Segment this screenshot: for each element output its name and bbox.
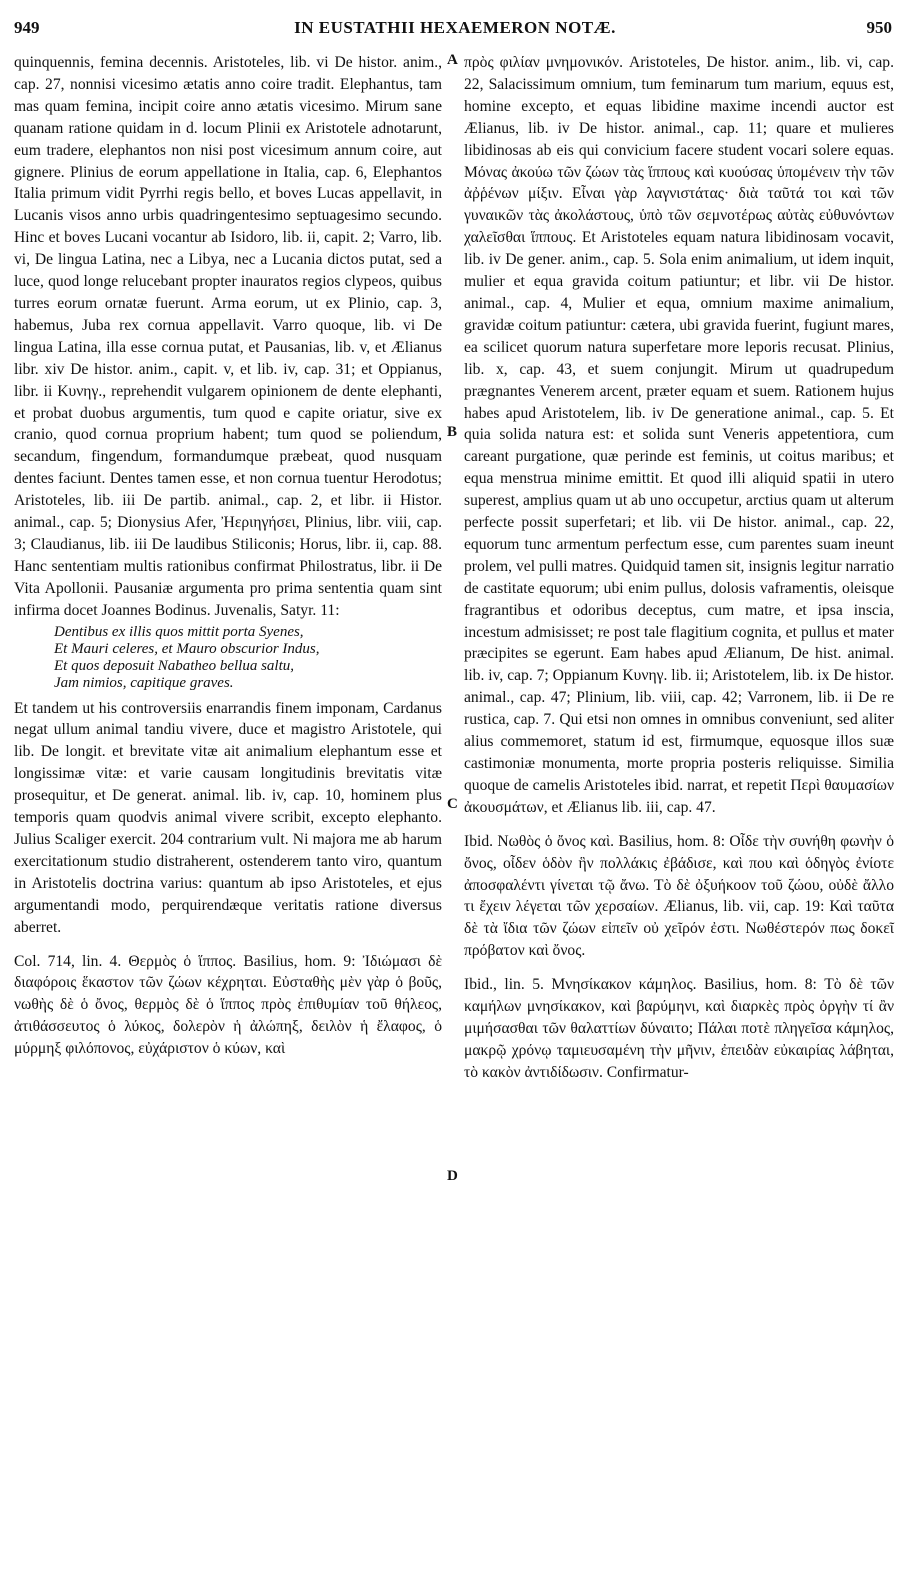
right-column <box>464 52 894 1084</box>
left-paragraph-2: Et tandem ut his controversiis enarrandis finem imponam, Cardanus negat ullum animal tandiu vivere, duce et magistro Aristotele, qui lib. De longit. et brevitate vitæ ait animalium elephantum esse et longissimæ vitæ: et varie causam longitudinis brevitatis vitæ prosequitur, et De generat. animal. lib. iv, cap. 10, hominem plus temporis quam quodvis animal vivere scribit, excepto elephanto. Julius Scaliger exercit. 204 contrarium vult. Ni majora me ab harum exercitationum studio distraherent, ostenderem tanto viro, quantum in Aristotelis doctrina varius: quantum ab ipso Aristoteles, et ejus argumentandi modo, perquirendæque veritatis ratione diversus aberret. <box>14 699 442 936</box>
page-number-left: 949 <box>14 18 40 37</box>
page-header <box>0 0 910 48</box>
section-marker-a: A <box>447 52 458 68</box>
verse-line: Et Mauri celeres, et Mauro obscurior Indus, <box>54 640 320 657</box>
left-paragraph-3: Col. 714, lin. 4. Θερμὸς ὁ ἵππος. Basilius, hom. 9: Ἰδιώμασι δὲ διαφόροις ἕκαστον τῶν ζώων κέχρηται. Εὐσταθὴς μὲν γὰρ ὁ βοῦς, νωθὴς δὲ ὁ ὄνος, θερμὸς δὲ ὁ ἵππος πρὸς ἐπιθυμίαν τοῦ θήλεος, ἀτιθάσσευτος ὁ λύκος, δολερὸν ἡ ἀλώπηξ, δειλὸν ἡ ἔλαφος, ὁ μύρμηξ φιλόπονος, εὐχάριστον ὁ κύων, καὶ <box>14 952 442 1058</box>
verse-line: Jam nimios, capitique graves. <box>54 674 234 691</box>
right-paragraph-1: πρὸς φιλίαν μνημονικόν. Aristoteles, De histor. anim., lib. vi, cap. 22, Salacissimum omnium, tum feminarum tum marium, equus est, homine excepto, et equas libidine maxime incendi auctor est Ælianus, lib. iv De histor. animal., cap. 11; quare et mulieres libidinosas ab eis qui convicium facere student vocari solere equas. Μόνας ἀκούω τῶν ζώων τὰς ἵππους καὶ κυούσας ὑπομένειν τὴν τῶν ἀῤῥένων μίξιν. Εἶναι γὰρ λαγνιστάτας· διὰ ταῦτά τοι καὶ τῶν γυναικῶν τὰς ἀκολάστους, ὑπὸ τῶν σεμνοτέρως αὐτὰς εὐθυνόντων χαλεῖσθαι ἵππους. Et Aristoteles equam natura libidinosam vocavit, lib. iv De gener. anim., cap. 5. Sola enim animalium, ut idem inquit, mulier et equa gravida coitum patiuntur; et libr. vii De histor. animal., cap. 4, Mulier et equa, omnium maxime animalium, gravidæ coitum patiuntur: cætera, ubi gravida fuerint, fugiunt mares, ea scilicet quorum natura superfetare more leporis recusat. Plinius, lib. x, cap. 43, et suem conjungit. Mirum ut quadrupedum prægnantes Venerem arcent, præter equam et suem. Rationem hujus habes apud Aristotelem, lib. iv De generatione animal., cap. 5. Et quia solida natura est: et solida sunt Veneris appetentiora, cum careant purgatione, quæ perinde est feminis, ut coitus maribus; et equa menstrua minime emittit. Et quod illi aliquid spatii in utero superest, amplius quam ut ab uno occupetur, arctius quam ut alterum perfecte possit superfetari; et lib. vii De histor. animal., cap. 22, equorum tunc armentum perfectum esse, cum parentes suam ineunt prolem, vel pulli matres. Quidquid tamen sit, insignis legitur narratio de castitate equorum; ubi enim pullus, dolosis vaframentis, oleisque fragrantibus et odoribus deceptus, cum matre, et ipsa inscia, incestum admisisset; re post tale flagitium cognita, et pullus et mater præcipites se egerunt. Eam habes apud Ælianum, De hist. animal. lib. iv, cap. 7; Oppianum Κυνηγ. lib. ii; Aristotelem, lib. ix De histor. animal., cap. 47; Plinium, lib. viii, cap. 42; Varronem, lib. ii De re rustica, cap. 7. Qui etsi non omnes in omnibus conveniunt, sed aliter alius commemoret, statum id est, firmumque, equosque illos suæ castimoniæ monumenta, morte propria posteris reliquisse. Similia quoque de camelis Aristoteles ibid. narrat, et repetit Περὶ θαυμασίων ἀκουσμάτων, et Ælianus lib. iii, cap. 47. <box>464 54 894 816</box>
running-title: IN EUSTATHII HEXAEMERON NOTÆ. <box>294 18 616 37</box>
page-number-right: 950 <box>866 18 892 37</box>
section-marker-d: D <box>447 1168 458 1184</box>
left-paragraph-1: quinquennis, femina decennis. Aristoteles, lib. vi De histor. anim., cap. 27, nonnisi vicesimo ætatis anno coire tradit. Elephantus, tam mas quam femina, incipit coire anno ætatis vicesimo. Mirum sane quanam ratione quidam in d. locum Plinii ex Aristotele adnotarunt, eum tradere, elephantos non nisi post vicesimum annum coire, aut gignere. Plinius de eorum appellatione in Italia, cap. 6, Elephantos Italia primum vidit Pyrrhi regis bello, et boves Lucas appellavit, in Lucanis visos anno urbis quadringentesimo septuagesimo secundo. Hinc et boves Lucani vocantur ab Isidoro, lib. ii, capit. 2; Varro, lib. vi, De lingua Latina, nec a Libya, nec a Lucania dictos putat, sed a luce, quod longe relucebant propter inauratos regios clypeos, quibus turres eorum ornatæ fuerunt. Arma eorum, ut ex Plinio, cap. 3, habemus, Juba rex cornua appellavit. Varro quoque, lib. vi De lingua Latina, illa esse cornua putat, et Pausanias, lib. v, et Ælianus libr. xiv De histor. anim., capit. v, et lib. iv, cap. 31; et Oppianus, libr. ii Κυνηγ., reprehendit vulgarem opinionem de dente elephanti, et probat duobus argumentis, tum quod e capite oriatur, sive ex cranio, quod cornua proprium habent; tum quod se poliendum, secandum, fingendum, formandumque præbeat, quod nusquam dentes faciunt. Dentes tamen esse, et non cornua tuentur Herodotus; Aristoteles, lib. iii De partib. animal., cap. 2, et libr. ii Histor. animal., cap. 5; Dionysius Afer, Ἠεριηγήσει, Plinius, libr. viii, cap. 3; Claudianus, lib. iii De laudibus Stiliconis; Horus, libr. ii, cap. 88. Hanc sententiam multis rationibus confirmat Philostratus, libr. ii De Vita Apollonii. Pausaniæ argumenta pro prima sententia quam sint infirma docet Joannes Bodinus. Juvenalis, Satyr. 11: <box>14 54 442 619</box>
verse-line: Dentibus ex illis quos mittit porta Syenes, <box>54 623 304 640</box>
section-marker-b: B <box>447 424 458 440</box>
right-paragraph-3: Ibid., lin. 5. Μνησίκακον κάμηλος. Basilius, hom. 8: Τὸ δὲ τῶν καμήλων μνησίκακον, καὶ βαρύμηνι, καὶ διαρκὲς πρὸς ὀργὴν τί ἂν μιμήσασθαι τῶν θαλαττίων δύναιτο; Πάλαι ποτὲ πληγεῖσα κάμηλος, μακρῷ χρόνῳ ταμιευσαμένη τὴν μῆνιν, ἐπειδὰν εὐκαιρίας λάβηται, τὸ κακὸν ἀντιδίδωσιν. Confirmatur- <box>464 976 894 1081</box>
right-paragraph-2: Ibid. Νωθὸς ὁ ὄνος καὶ. Basilius, hom. 8: Οἶδε τὴν συνήθη φωνὴν ὁ ὄνος, οἶδεν ὁδὸν ἣν πολλάκις ἐβάδισε, καὶ που καὶ ὁδηγὸς ἐνίοτε ἀποσφαλέντι γίνεται τῷ ἄνω. Τὸ δὲ ὀξυήκοον τοῦ ζώου, οὐδὲ ἄλλο τι ἔχειν λέγεται τῶν χερσαίων. Ælianus, lib. vii, cap. 19: Καὶ ταῦτα δὲ τὰ ἴδια τῶν ζώων εἰπεῖν οὐ χεῖρόν ἐστι. Νωθέστερόν πως δοκεῖ πρόβατον καὶ ὄνος. <box>464 832 894 960</box>
section-marker-c: C <box>447 796 458 812</box>
left-column <box>14 52 442 1060</box>
juvenal-verse <box>54 624 442 692</box>
verse-line: Et quos deposuit Nabatheo bellua saltu, <box>54 657 294 674</box>
